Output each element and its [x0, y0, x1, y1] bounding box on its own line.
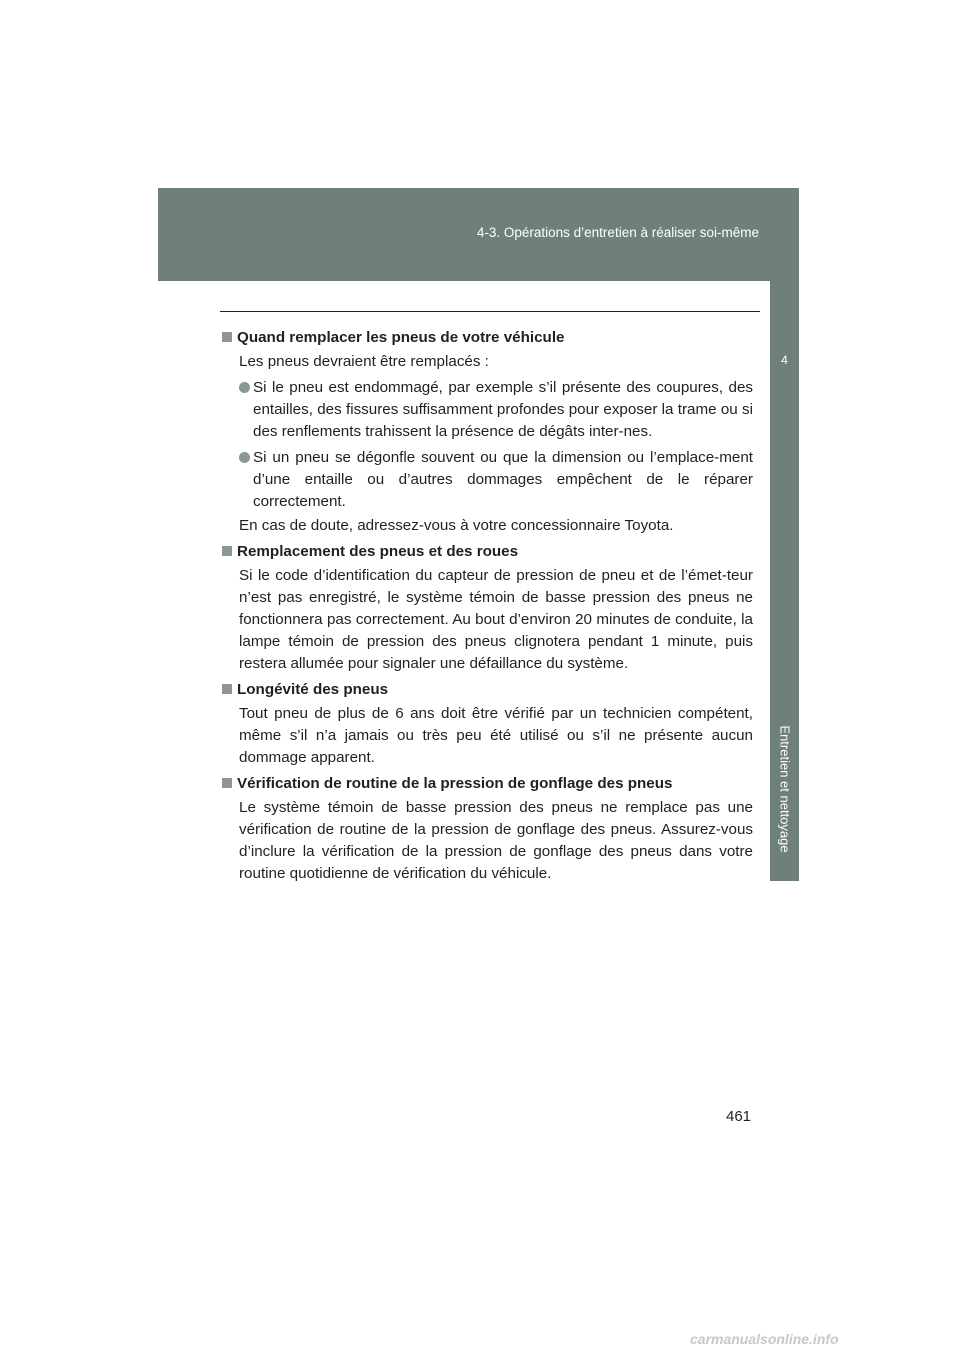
chapter-section-title: 4-3. Opérations d’entretien à réaliser soi-même — [476, 225, 759, 240]
section-heading — [222, 541, 753, 563]
chapter-tab — [770, 377, 799, 881]
list-item — [253, 447, 753, 513]
header-divider — [220, 311, 760, 312]
page-number: 461 — [726, 1108, 752, 1125]
chapter-number: 4 — [781, 353, 788, 367]
section-paragraph: Le système témoin de basse pression des pneus ne remplace pas une vérification de routine de la pression de gonflage des pneus. Assurez-vous d’inclure la vérification de la pression de gonflage des pneus dans votre routine quotidienne de vérification du véhicule. — [239, 799, 753, 882]
section-heading-text: Vérification de routine de la pression de gonflage des pneus — [237, 775, 673, 792]
square-bullet-icon — [222, 546, 232, 556]
square-bullet-icon — [222, 684, 232, 694]
section-heading — [222, 679, 753, 701]
list-item-text: Si un pneu se dégonfle souvent ou que la dimension ou l’emplace-ment d’une entaille ou d’autres dommages empêchent de le réparer correctement. — [253, 449, 753, 510]
circle-bullet-icon — [239, 382, 250, 393]
section-heading-text: Longévité des pneus — [237, 681, 389, 698]
section-heading — [222, 327, 753, 349]
square-bullet-icon — [222, 778, 232, 788]
chapter-tab-label: Entretien et nettoyage — [777, 725, 792, 853]
section-paragraph: Tout pneu de plus de 6 ans doit être vérifié par un technicien compétent, même s’il n’a jamais ou très peu été utilisé ou s’il ne présente aucun dommage apparent. — [239, 705, 753, 766]
chapter-tab-number — [770, 281, 799, 377]
section-heading-text: Quand remplacer les pneus de votre véhicule — [237, 329, 565, 346]
section-heading — [222, 773, 753, 795]
page-content — [222, 327, 753, 885]
square-bullet-icon — [222, 332, 232, 342]
watermark: carmanualsonline.info — [690, 1331, 839, 1347]
circle-bullet-icon — [239, 452, 250, 463]
list-item-text: Si le pneu est endommagé, par exemple s’il présente des coupures, des entailles, des fissures suffisamment profondes pour exposer la trame ou si des renflements trahissent la présence de dégâts inter-nes. — [253, 379, 753, 440]
section-heading-text: Remplacement des pneus et des roues — [237, 543, 519, 560]
section-paragraph: Les pneus devraient être remplacés : — [239, 353, 489, 370]
chapter-header-band — [158, 188, 799, 281]
section-paragraph: Si le code d’identification du capteur de pression de pneu et de l’émet-teur n’est pas enregistré, le système témoin de basse pression des pneus ne fonctionnera pas correctement. Au bout d’environ 20 minutes de conduite, la lampe témoin de pression des pneus clignotera pendant 1 minute, puis restera allumée pour signaler une défaillance du système. — [239, 567, 753, 672]
list-item — [253, 377, 753, 443]
section-paragraph: En cas de doute, adressez-vous à votre concessionnaire Toyota. — [239, 517, 674, 534]
